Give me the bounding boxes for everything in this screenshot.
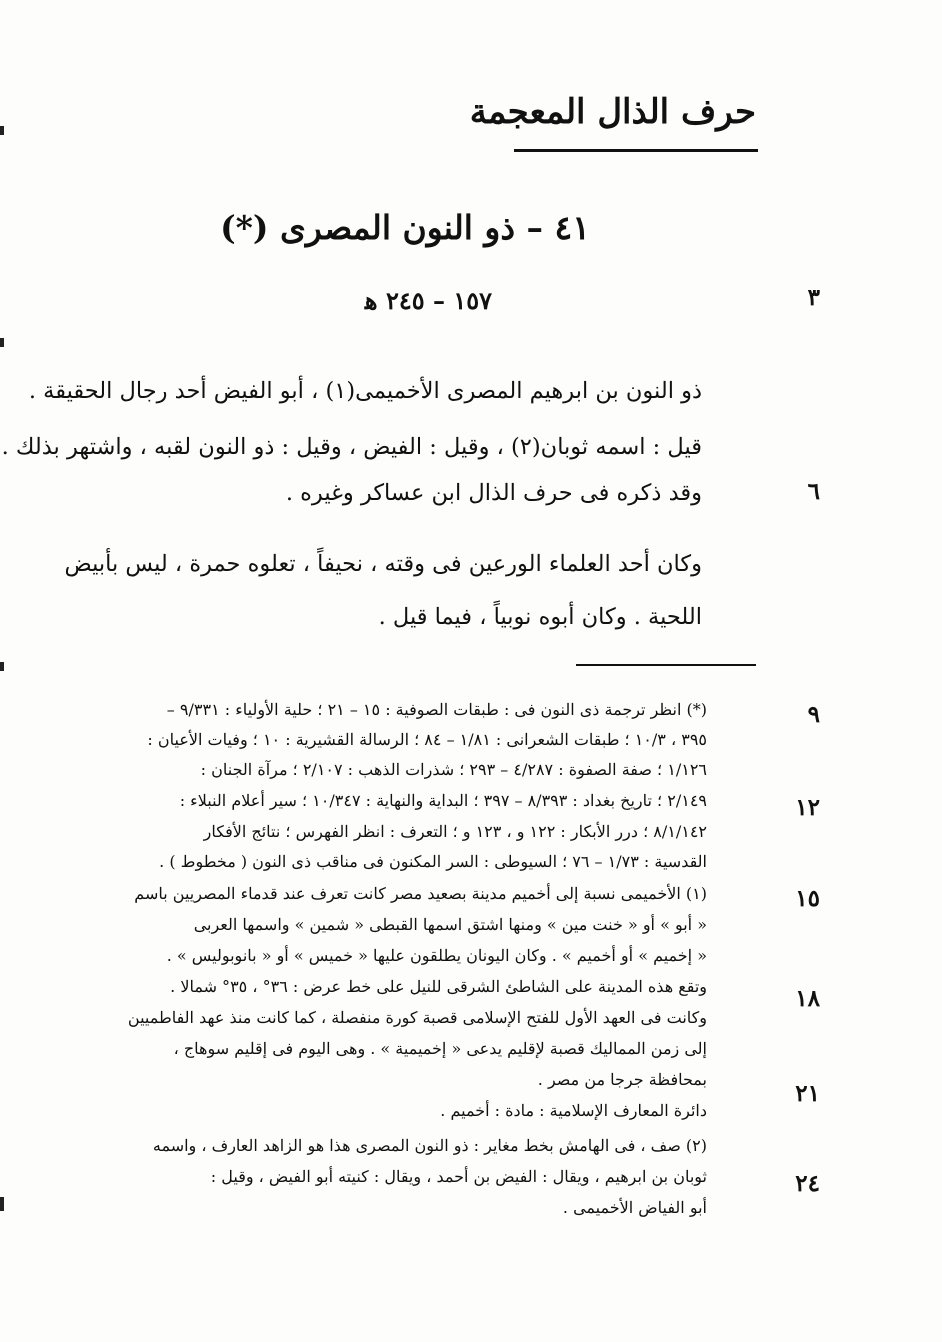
footnote-line: دائرة المعارف الإسلامية : مادة : أخميم .: [440, 1101, 707, 1120]
scan-speck: [0, 662, 4, 671]
chapter-title: حرف الذال المعجمة: [469, 92, 756, 132]
footnote-line: أبو الفياض الأخميمى .: [562, 1198, 707, 1217]
footnote-line: ثوبان بن ابرهيم ، ويقال : الفيض بن أحمد ، ويقال : كنيته أبو الفيض ، وقيل :: [210, 1167, 707, 1186]
footnote-line: ٣٩٥ ، ١٠/٣ ؛ طبقات الشعرانى : ١/٨١ – ٨٤ ؛ الرسالة القشيرية : ١٠ ؛ وفيات الأعيان :: [147, 730, 707, 749]
footnote-line: ٢/١٤٩ ؛ تاريخ بغداد : ٨/٣٩٣ – ٣٩٧ ؛ البداية والنهاية : ١٠/٣٤٧ ؛ سير أعلام النبلاء :: [179, 791, 707, 810]
footnote-line: ٨/١/١٤٢ ؛ درر الأبكار : ١٢٢ و ، ١٢٣ و ؛ التعرف : انظر الفهرس ؛ نتائج الأفكار: [203, 822, 707, 841]
footnote-separator: [576, 664, 756, 666]
footnote-line: بمحافظة جرجا من مصر .: [537, 1070, 707, 1089]
line-number: ٩: [807, 701, 820, 728]
footnote-line: القدسية : ١/٧٣ – ٧٦ ؛ السيوطى : السر المكنون فى مناقب ذى النون ( مخطوط ) .: [159, 852, 707, 871]
body-line: وقد ذكره فى حرف الذال ابن عساكر وغيره .: [285, 480, 702, 506]
line-number: ٣: [807, 284, 820, 311]
footnote-line: ١/١٢٦ ؛ صفة الصفوة : ٤/٢٨٧ – ٢٩٣ ؛ شذرات الذهب : ٢/١٠٧ ؛ مرآة الجنان :: [200, 760, 707, 779]
entry-title: ٤١ – ذو النون المصرى (*): [220, 208, 590, 247]
footnote-line: (*) انظر ترجمة ذى النون فى : طبقات الصوفية : ١٥ – ٢١ ؛ حلية الأولياء : ٩/٣٣١ –: [166, 700, 707, 719]
line-number: ١٨: [795, 985, 820, 1012]
footnote-line: إلى زمن المماليك قصبة لإقليم يدعى « إخميمية » . وهى اليوم فى إقليم سوهاج ،: [173, 1039, 707, 1058]
footnote-line: وكانت فى العهد الأول للفتح الإسلامى قصبة كورة منفصلة ، كما كانت منذ عهد الفاطميين: [127, 1008, 707, 1027]
line-number: ١٢: [795, 794, 820, 821]
scan-speck: [0, 1197, 4, 1211]
footnote-line: « إخميم » أو أخميم » . وكان اليونان يطلقون عليها « خميس » أو « بانوبوليس » .: [166, 946, 707, 965]
line-number: ٢١: [795, 1080, 820, 1107]
title-underline: [514, 149, 758, 152]
footnote-line: (٢) صف ، فى الهامش بخط مغاير : ذو النون المصرى هذا هو الزاهد العارف ، واسمه: [152, 1136, 707, 1155]
scan-speck: [0, 126, 4, 135]
line-number: ٦: [807, 478, 820, 505]
footnote-line: وتقع هذه المدينة على الشاطئ الشرقى للنيل على خط عرض : ٣٦° ، ٣٥° شمالا .: [170, 977, 707, 996]
entry-dates: ١٥٧ – ٢٤٥ ﻫ: [364, 286, 492, 315]
body-line: قيل : اسمه ثوبان(٢) ، وقيل : الفيض ، وقيل : ذو النون لقبه ، واشتهر بذلك .: [1, 434, 702, 460]
footnote-line: (١) الأخميمى نسبة إلى أخميم مدينة بصعيد مصر كانت تعرف عند قدماء المصريين باسم: [134, 884, 707, 903]
line-number: ٢٤: [795, 1170, 820, 1197]
body-line: ذو النون بن ابرهيم المصرى الأخميمى(١) ، أبو الفيض أحد رجال الحقيقة .: [28, 378, 702, 404]
body-line: اللحية . وكان أبوه نوبياً ، فيما قيل .: [378, 604, 702, 630]
footnote-line: « أبو » أو « خنت مين » ومنها اشتق اسمها القبطى « شمين » واسمها العربى: [193, 915, 707, 934]
scan-speck: [0, 338, 4, 347]
line-number: ١٥: [795, 885, 820, 912]
body-line: وكان أحد العلماء الورعين فى وقته ، نحيفاً ، تعلوه حمرة ، ليس بأبيض: [64, 551, 702, 577]
